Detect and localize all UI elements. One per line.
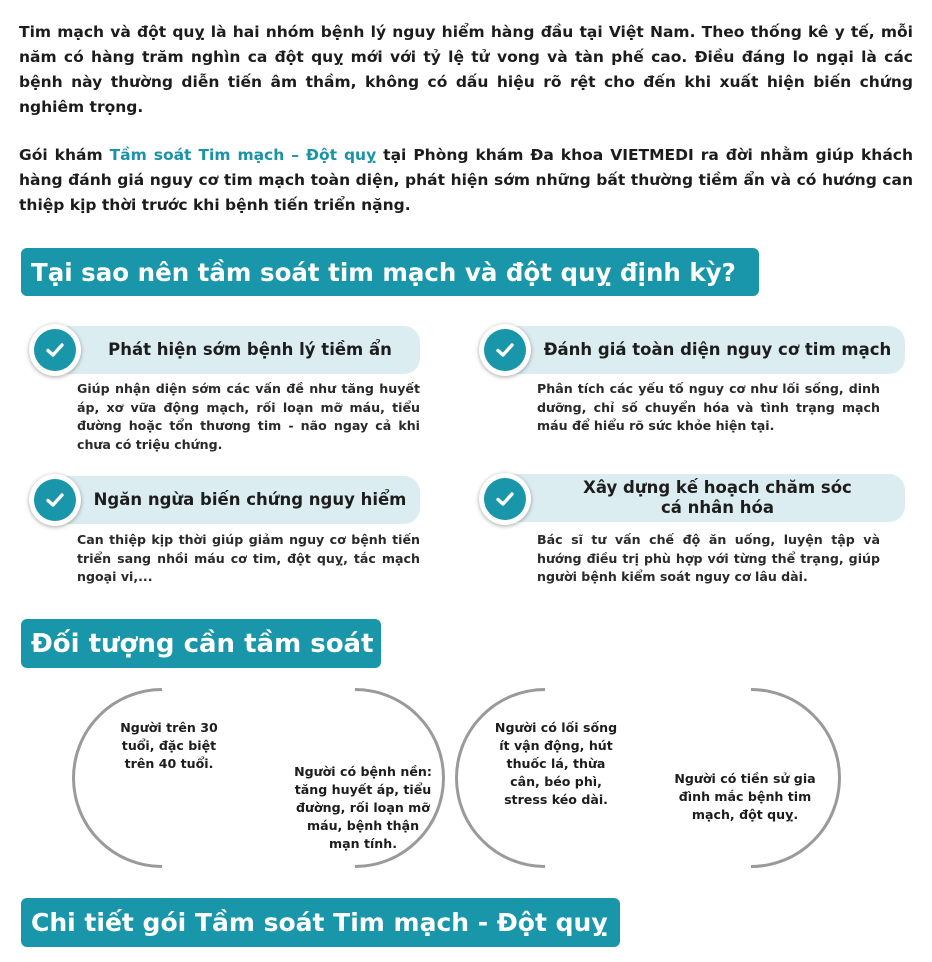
why-item-4-title [500, 474, 905, 522]
package-link[interactable]: Tầm soát Tim mạch – Đột quỵ [109, 146, 377, 164]
why-item-2-title: Đánh giá toàn diện nguy cơ tim mạch [500, 326, 905, 374]
why-item-4-title-line1: Xây dựng kế hoạch chăm sóc [583, 478, 852, 497]
intro-p2-lead: Gói khám [19, 146, 110, 164]
check-icon [479, 473, 531, 525]
target-group-3: Người có lối sống ít vận động, hút thuốc lá, thừa cân, béo phì, stress kéo dài. [494, 720, 618, 807]
why-item-2-description: Phân tích các yếu tố nguy cơ như lối sống, dinh dưỡng, chỉ số chuyển hóa và tình trạng mạch máu để hiểu rõ sức khỏe hiện tại. [537, 381, 880, 433]
why-item-4-description: Bác sĩ tư vấn chế độ ăn uống, luyện tập và hướng điều trị phù hợp với từng thể trạng, giúp người bệnh kiểm soát nguy cơ lâu dài. [537, 532, 880, 584]
target-group-4: Người có tiền sử gia đình mắc bệnh tim mạch, đột quỵ. [674, 771, 816, 822]
check-icon [479, 324, 531, 376]
check-icon [29, 474, 81, 526]
why-item-4-title-line2: cá nhân hóa [661, 498, 774, 517]
section-why-heading: Tại sao nên tầm soát tim mạch và đột quỵ định kỳ? [21, 248, 759, 296]
section-detail-heading: Chi tiết gói Tầm soát Tim mạch - Đột quỵ [21, 898, 620, 947]
why-item-1-description: Giúp nhận diện sớm các vấn đề như tăng huyết áp, xơ vữa động mạch, rối loạn mỡ máu, tiểu đường hoặc tổn thương tim - não ngay cả khi chưa có triệu chứng. [77, 381, 420, 452]
wave-arc [35, 651, 290, 906]
intro-p2-rest: tại Phòng khám Đa khoa VIETMEDI ra đời nhằm giúp khách hàng đánh giá nguy cơ tim mạch toàn diện, phát hiện sớm những bất thường tiềm ẩn và có hướng can thiệp kịp thời trước khi bệnh tiến triển nặng. [19, 146, 914, 214]
why-item-1-title: Phát hiện sớm bệnh lý tiềm ẩn [50, 326, 420, 374]
target-group-2: Người có bệnh nền: tăng huyết áp, tiểu đường, rối loạn mỡ máu, bệnh thận mạn tính. [294, 764, 432, 851]
target-group-1: Người trên 30 tuổi, đặc biệt trên 40 tuổi. [120, 720, 218, 771]
why-item-3-description: Can thiệp kịp thời giúp giảm nguy cơ bệnh tiến triển sang nhồi máu cơ tim, đột quỵ, tắc mạch ngoại vi,... [77, 532, 420, 584]
intro-paragraph-2 [19, 143, 913, 218]
why-item-3-title: Ngăn ngừa biến chứng nguy hiểm [50, 476, 420, 524]
section-who-heading: Đối tượng cần tầm soát [21, 619, 381, 668]
check-icon [29, 324, 81, 376]
intro-paragraph-1: Tim mạch và đột quỵ là hai nhóm bệnh lý nguy hiểm hàng đầu tại Việt Nam. Theo thống kê y tế, mỗi năm có hàng trăm nghìn ca đột quỵ mới với tỷ lệ tử vong và tàn phế cao. Điều đáng lo ngại là các bệnh này thường diễn tiến âm thầm, không có dấu hiệu rõ rệt cho đến khi xuất hiện biến chứng nghiêm trọng. [19, 23, 913, 116]
